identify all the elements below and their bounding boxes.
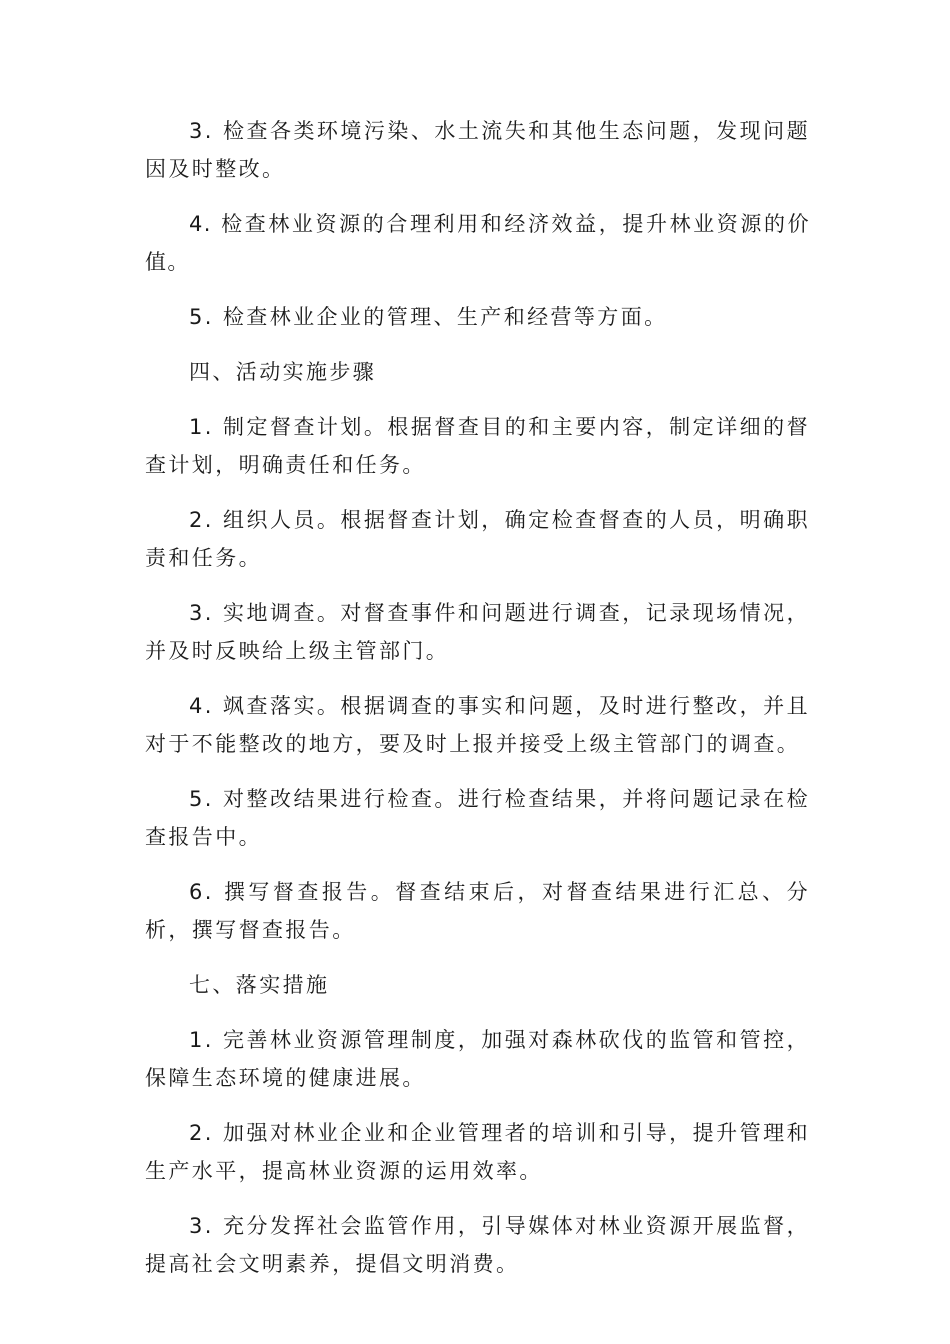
section-heading-measures: 七、落实措施 (189, 973, 330, 997)
paragraph-check-enterprise: 5. 检查林业企业的管理、生产和经营等方面。 (189, 305, 668, 329)
paragraph-step-verify: 5. 对整改结果进行检查。进行检查结果，并将问题记录在检查报告中。 (145, 787, 810, 849)
paragraph-check-pollution: 3. 检查各类环境污染、水土流失和其他生态问题，发现问题因及时整改。 (145, 119, 810, 181)
paragraph-measure-supervision: 3. 充分发挥社会监管作用，引导媒体对林业资源开展监督，提高社会文明素养，提倡文明消费。 (145, 1214, 810, 1276)
paragraph-step-survey: 3. 实地调查。对督查事件和问题进行调查，记录现场情况，并及时反映给上级主管部门。 (145, 601, 810, 663)
paragraph-step-report: 6. 撰写督查报告。督查结束后，对督查结果进行汇总、分析，撰写督查报告。 (145, 880, 810, 942)
paragraph-check-resource-use: 4. 检查林业资源的合理利用和经济效益，提升林业资源的价值。 (145, 212, 810, 274)
section-heading-implementation-steps: 四、活动实施步骤 (189, 360, 377, 384)
paragraph-step-organize: 2. 组织人员。根据督查计划，确定检查督查的人员，明确职责和任务。 (145, 508, 810, 570)
paragraph-measure-training: 2. 加强对林业企业和企业管理者的培训和引导，提升管理和生产水平，提高林业资源的运用效率。 (145, 1121, 810, 1183)
paragraph-step-plan: 1. 制定督查计划。根据督查目的和主要内容，制定详细的督查计划，明确责任和任务。 (145, 415, 810, 477)
paragraph-step-implement: 4. 飒查落实。根据调查的事实和问题，及时进行整改，并且对于不能整改的地方，要及时上报并接受上级主管部门的调查。 (145, 694, 810, 756)
document-body (145, 112, 810, 1300)
paragraph-measure-system: 1. 完善林业资源管理制度，加强对森林砍伐的监管和管控，保障生态环境的健康进展。 (145, 1028, 810, 1090)
